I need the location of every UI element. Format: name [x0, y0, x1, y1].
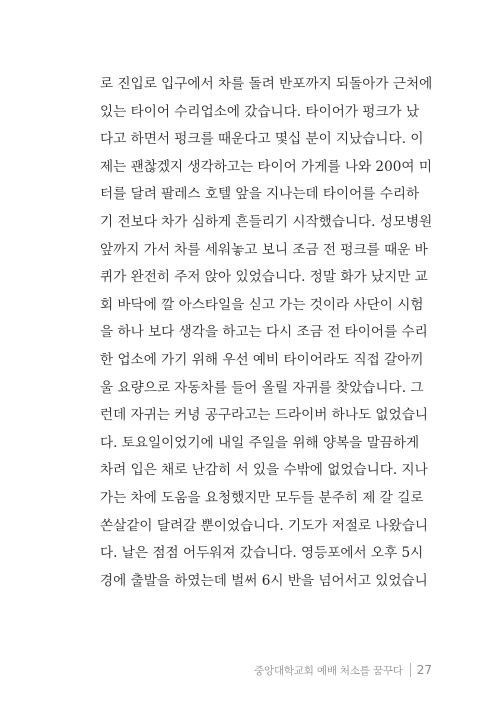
text-line: 다. 날은 점점 어두워져 갔습니다. 영등포에서 오후 5시 [100, 545, 424, 562]
text-line: 가는 차에 도움을 요청했지만 모두들 분주히 제 갈 길로 [100, 489, 424, 506]
text-line: 다고 하면서 펑크를 때운다고 몇십 분이 지났습니다. 이 [100, 131, 424, 148]
text-line: 퀴가 완전히 주저 앉아 있었습니다. 정말 화가 났지만 교 [100, 269, 428, 286]
text-line: 울 요량으로 자동차를 들어 올릴 자귀를 찾았습니다. 그 [100, 379, 424, 396]
body-text [100, 71, 433, 595]
footer-divider [410, 663, 411, 677]
text-line: 터를 달려 팔레스 호텔 앞을 지나는데 타이어를 수리하 [100, 186, 420, 203]
text-line: 차려 입은 채로 난감히 서 있을 수밖에 없었습니다. 지나 [100, 462, 428, 479]
text-line: 회 바닥에 깔 아스타일을 싣고 가는 것이라 사단이 시험 [100, 296, 424, 313]
text-line: 앞까지 가서 차를 세워놓고 보니 조금 전 펑크를 때운 바 [100, 241, 428, 258]
text-line: 런데 자귀는 커녕 공구라고는 드라이버 하나도 없었습니 [100, 407, 428, 424]
text-line: 을 하나 보다 생각을 하고는 다시 조금 전 타이어를 수리 [100, 324, 428, 341]
text-line: 기 전보다 차가 심하게 흔들리기 시작했습니다. 성모병원 [100, 213, 433, 230]
page-footer [254, 660, 432, 680]
text-line: 있는 타이어 수리업소에 갔습니다. 타이어가 펑크가 났 [100, 103, 420, 120]
page-number: 27 [416, 663, 432, 677]
text-line: 제는 괜찮겠지 생각하고는 타이어 가게를 나와 200여 미 [100, 158, 432, 175]
text-line: 로 진입로 입구에서 차를 돌려 반포까지 되돌아가 근처에 [100, 76, 433, 92]
running-title: 중앙대학교회 예배 처소를 꿈꾸다 [254, 664, 403, 677]
text-line: 다. 토요일이었기에 내일 주일을 위해 양복을 말끔하게 [100, 434, 420, 451]
text-line: 경에 출발을 하였는데 벌써 6시 반을 넘어서고 있었습니 [100, 572, 428, 589]
text-line: 한 업소에 가기 위해 우선 예비 타이어라도 직접 갈아끼 [100, 351, 424, 368]
text-line: 쏜살같이 달려갈 뿐이었습니다. 기도가 저절로 나왔습니 [100, 517, 428, 534]
